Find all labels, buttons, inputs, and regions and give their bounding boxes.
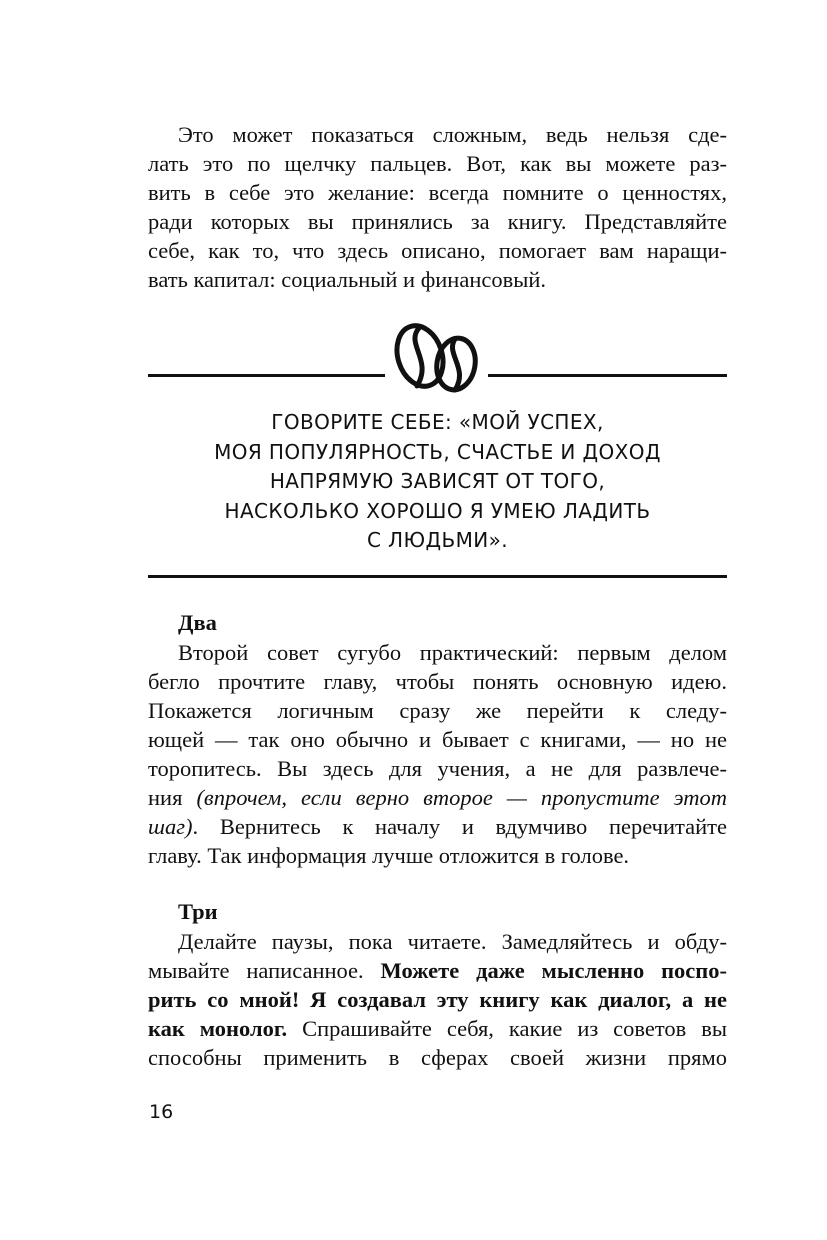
section-two-line-6-italic: (впрочем, если верно второе — пропустите этот	[196, 785, 727, 810]
section-two-line-2: бегло прочтите главу, чтобы понять основную идею.	[148, 669, 727, 694]
section-three-line-4-normal: Спрашивайте себя, какие из советов вы	[287, 1016, 727, 1041]
divider-rule-left	[148, 374, 385, 377]
section-two-line-5: торопитесь. Вы здесь для учения, а не для развлече-	[148, 756, 727, 781]
section-two-line-8: главу. Так информация лучше отложится в голове.	[148, 843, 630, 868]
section-two-line-7	[148, 812, 727, 841]
divider-rule-right	[488, 374, 727, 377]
section-three-line-2-bold: Можете даже мысленно поспо-	[380, 958, 727, 983]
intro-line-3: вить в себе это желание: всегда помните о ценностях,	[148, 180, 727, 205]
page-number: 16	[149, 1101, 174, 1123]
intro-line-6: вать капитал: социальный и финансовый.	[148, 267, 547, 292]
section-three-line-4-bold: как монолог.	[148, 1016, 288, 1041]
coffee-beans-icon	[389, 320, 485, 394]
section-three-line-3: рить со мной! Я создавал эту книгу как диалог, а не	[148, 987, 727, 1012]
section-two-line-4: ющей — так оно обычно и бывает с книгами, — но не	[148, 727, 727, 752]
quote-bottom-rule	[148, 575, 727, 578]
section-two-line-1: Второй совет сугубо практический: первым делом	[178, 640, 727, 665]
quote-line-4: НАСКОЛЬКО ХОРОШО Я УМЕЮ ЛАДИТЬ	[224, 498, 651, 523]
quote-line-1: ГОВОРИТЕ СЕБЕ: «МОЙ УСПЕХ,	[271, 410, 604, 434]
pull-quote	[148, 408, 727, 556]
quote-line-5: С ЛЮДЬМИ».	[366, 528, 509, 552]
section-three-line-2-normal: мывайте написанное.	[148, 958, 381, 983]
section-two-heading: Два	[178, 610, 217, 635]
section-three-line-2	[148, 956, 727, 985]
intro-line-1: Это может показаться сложным, ведь нельзя сде-	[178, 122, 727, 147]
intro-line-5: себе, как то, что здесь описано, помогает вам наращи-	[148, 238, 727, 263]
quote-line-2: МОЯ ПОПУЛЯРНОСТЬ, СЧАСТЬЕ И ДОХОД	[214, 439, 661, 464]
section-three-line-4	[148, 1014, 727, 1043]
section-two-line-7-italic: шаг)	[148, 814, 193, 839]
intro-line-4: ради которых вы принялись за книгу. Представляйте	[148, 209, 727, 234]
section-two-line-6-normal: ния	[148, 785, 197, 810]
section-three-line-5: способны применить в сферах своей жизни прямо	[148, 1045, 727, 1070]
section-three-heading: Три	[178, 899, 218, 924]
section-two-line-3: Покажется логичным сразу же перейти к следу-	[148, 698, 727, 723]
section-two-line-7-normal: . Вернитесь к началу и вдумчиво перечитайте	[192, 814, 727, 839]
section-three-line-1: Делайте паузы, пока читаете. Замедляйтесь и обду-	[178, 929, 727, 954]
quote-line-3: НАПРЯМУЮ ЗАВИСЯТ ОТ ТОГО,	[269, 469, 606, 493]
intro-line-2: лать это по щелчку пальцев. Вот, как вы можете раз-	[148, 151, 727, 176]
section-two-line-6	[148, 783, 727, 812]
